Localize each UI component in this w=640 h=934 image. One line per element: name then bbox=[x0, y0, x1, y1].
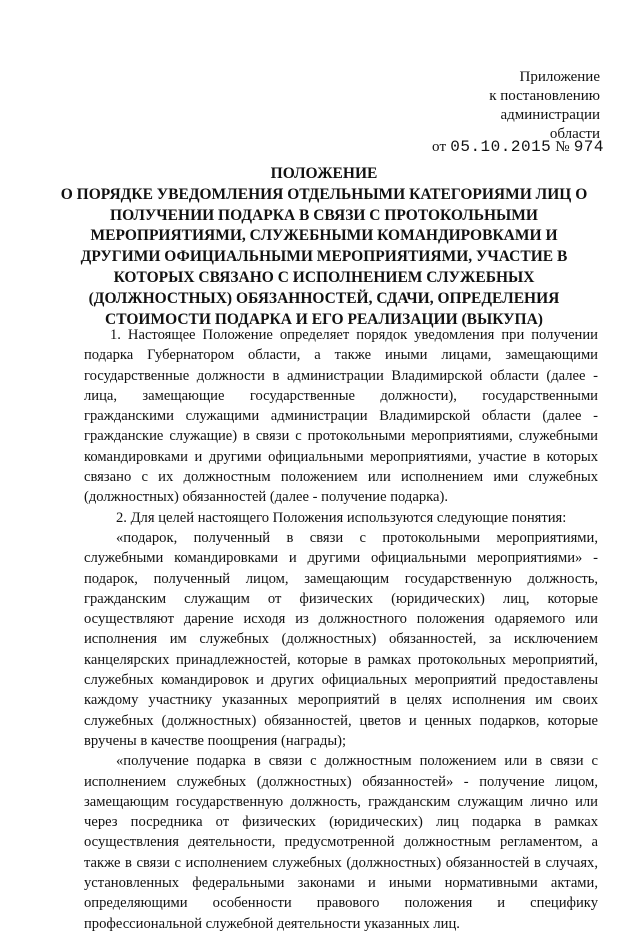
paragraph-2: 2. Для целей настоящего Положения используются следующие понятия: bbox=[116, 509, 567, 526]
title-heading: ПОЛОЖЕНИЕ bbox=[270, 165, 378, 182]
appendix-line-4: области bbox=[549, 126, 600, 142]
appendix-line-1: Приложение bbox=[519, 69, 600, 85]
document-title bbox=[58, 164, 590, 330]
decree-number: 974 bbox=[573, 138, 604, 156]
document-body bbox=[84, 325, 598, 934]
paragraph-1: 1. Настоящее Положение определяет порядок уведомления при получении подарка Губернатором области, а также иными лицами, замещающими государственные должности в администрации Владимирской области (далее - лица, замещающие государственные должности), государственными гражданскими служащими администрации Владимирской области (далее - гражданские служащие) в связи с протокольными мероприятиями, служебными командировками и другими официальными мероприятиями, участие в которых связано с их должностным положением или исполнением ими служебных (должностных) обязанностей (далее - получение подарка). bbox=[84, 327, 598, 506]
appendix-line-2: к постановлению bbox=[489, 88, 600, 104]
appendix-line-3: администрации bbox=[500, 107, 600, 123]
decree-date: 05.10.2015 bbox=[450, 138, 552, 156]
paragraph-3: «подарок, полученный в связи с протокольными мероприятиями, служебными командировками и другими официальными мероприятиями» - подарок, полученный лицом, замещающим государственную должность, гражданским служащим от физических (юридических) лиц, которые осуществляют дарение исходя из должностного положения одаряемого или исполнения им служебных (должностных) обязанностей, за исключением канцелярских принадлежностей, которые в рамках протокольных мероприятий, служебных командировок и других официальных мероприятий предоставлены каждому участнику указанных мероприятий в целях исполнения им своих служебных (должностных) обязанностей, цветов и ценных подарков, которые вручены в качестве поощрения (награды); bbox=[84, 529, 598, 749]
title-text: О ПОРЯДКЕ УВЕДОМЛЕНИЯ ОТДЕЛЬНЫМИ КАТЕГОРИЯМИ ЛИЦ О ПОЛУЧЕНИИ ПОДАРКА В СВЯЗИ С ПРОТОКОЛЬНЫМИ МЕРОПРИЯТИЯМИ, СЛУЖЕБНЫМИ КОМАНДИРОВКАМИ И ДРУГИМИ ОФИЦИАЛЬНЫМИ МЕРОПРИЯТИЯМИ, УЧАСТИЕ В КОТОРЫХ СВЯЗАНО С ИСПОЛНЕНИЕМ СЛУЖЕБНЫХ (ДОЛЖНОСТНЫХ) ОБЯЗАННОСТЕЙ, СДАЧИ, ОПРЕДЕЛЕНИЯ СТОИМОСТИ ПОДАРКА И ЕГО РЕАЛИЗАЦИИ (ВЫКУПА) bbox=[60, 185, 588, 328]
decree-number-sign: № bbox=[555, 139, 570, 155]
paragraph-4: «получение подарка в связи с должностным положением или в связи с исполнением служебных (должностных) обязанностей» - получение лицом, замещающим государственную должность, гражданским служащим лично или через посредника от физических (юридических) лиц подарка в рамках осуществления деятельности, предусмотренной должностным регламентом, а также в связи с исполнением служебных (должностных) обязанностей в случаях, установленных федеральными законами и иными нормативными актами, определяющими особенности правового положения и специфику профессиональной служебной деятельности указанных лиц. bbox=[84, 753, 598, 932]
appendix-block bbox=[400, 68, 600, 144]
decree-prefix: от bbox=[432, 139, 447, 155]
decree-reference bbox=[432, 138, 604, 156]
